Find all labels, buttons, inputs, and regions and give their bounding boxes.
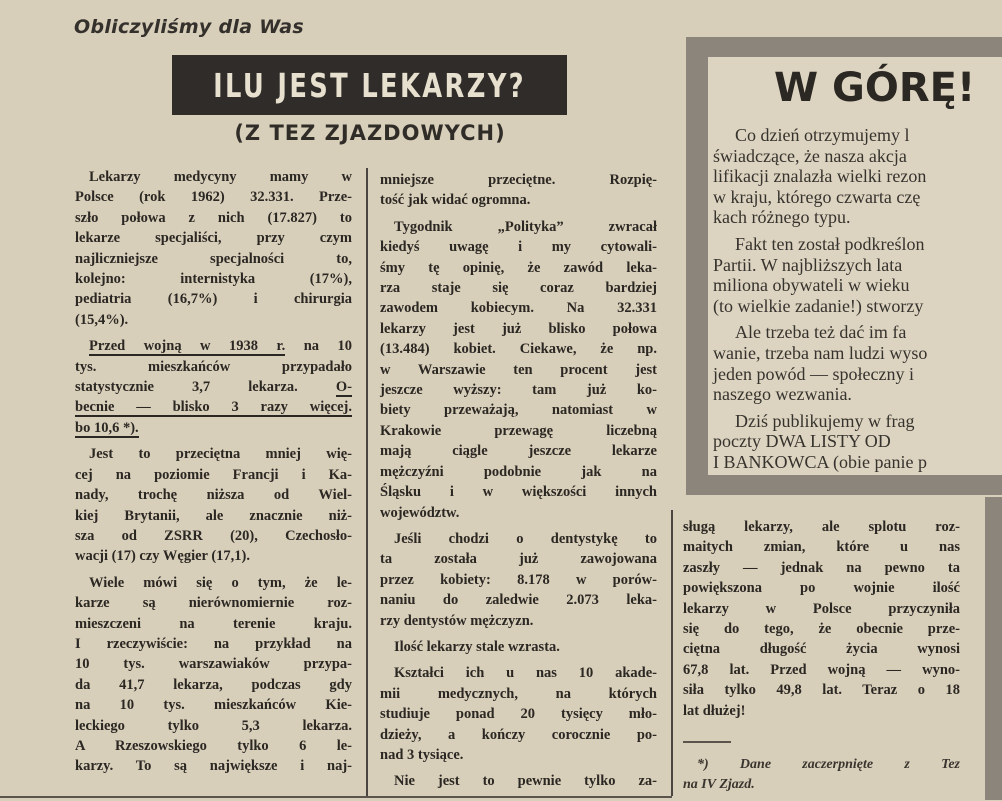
text-line xyxy=(380,637,657,657)
text-line xyxy=(683,701,960,721)
text-segment: karze są nierównomiernie roz- xyxy=(75,595,352,612)
text-line xyxy=(683,619,960,639)
text-segment: Jest to przeciętna mniej wię- xyxy=(89,446,352,463)
text-line xyxy=(713,234,927,255)
text-segment: na IV Zjazd. xyxy=(683,777,755,792)
paragraph xyxy=(380,217,657,523)
text-line xyxy=(380,360,657,380)
paragraph xyxy=(380,771,657,791)
text-segment: pediatria (16,7%) i chirurgia xyxy=(75,291,352,308)
text-segment: na 10 tys. mieszkańców Kie- xyxy=(75,697,352,714)
text-line xyxy=(380,441,657,461)
text-line xyxy=(380,258,657,278)
text-segment: kach różnego typu. xyxy=(713,207,851,228)
headline: ILU JEST LEKARZY? xyxy=(213,65,526,105)
paragraph xyxy=(713,322,927,404)
text-segment: najliczniejsze specjalności to, xyxy=(75,250,352,267)
text-line xyxy=(75,716,352,736)
text-segment: wacji (17) czy Węgier (17,1). xyxy=(75,548,251,565)
text-line xyxy=(713,364,927,385)
text-line xyxy=(75,418,352,438)
text-line xyxy=(713,125,927,146)
subheadline: (Z TEZ ZJAZDOWYCH) xyxy=(234,121,506,145)
text-line xyxy=(380,278,657,298)
text-line xyxy=(713,322,927,343)
text-segment: naniu do zaledwie 2.073 leka- xyxy=(380,592,657,609)
text-segment: karzy. To są największe i naj- xyxy=(75,758,352,775)
text-segment: mieszczeni na terenie kraju. xyxy=(75,615,352,632)
text-line xyxy=(380,462,657,482)
text-segment: siła tylko 49,8 lat. Teraz o 18 xyxy=(683,682,960,699)
text-segment: mniejsze przeciętne. Rozpię- xyxy=(380,172,657,188)
article-column-3 xyxy=(683,517,960,727)
text-line xyxy=(380,421,657,441)
text-line xyxy=(75,444,352,464)
text-line xyxy=(380,549,657,569)
text-segment: kiej Brytanii, ale znacznie niż- xyxy=(75,507,352,524)
text-line xyxy=(75,695,352,715)
text-line xyxy=(683,680,960,700)
text-segment: Wiele mówi się o tym, że le- xyxy=(89,574,352,591)
text-segment: Partii. W najbliższych lata xyxy=(713,254,903,275)
text-segment: maitych zmian, które u nas xyxy=(683,539,960,556)
text-line xyxy=(75,593,352,613)
article-column-1 xyxy=(75,167,352,783)
text-segment: (to wielkie zadanie!) stworzy xyxy=(713,295,924,316)
footnote xyxy=(683,755,960,801)
text-segment: lekarzy jest już blisko połowa xyxy=(380,320,657,337)
text-segment: szło połowa z nich (17.827) to xyxy=(75,209,352,226)
text-segment: Tygodnik „Polityka” zwracał xyxy=(394,218,657,235)
text-segment: lekarze specjaliści, przy czym xyxy=(75,230,352,247)
text-line xyxy=(713,411,927,432)
text-segment: województw. xyxy=(380,504,460,521)
sidebox-text xyxy=(713,125,927,475)
text-segment: (15,4%). xyxy=(75,311,129,328)
text-line xyxy=(75,654,352,674)
text-line xyxy=(713,146,927,167)
text-segment: da 41,7 lekarza, podczas gdy xyxy=(75,676,352,693)
text-line xyxy=(683,599,960,619)
text-line xyxy=(380,663,657,683)
text-segment: naszego wezwania. xyxy=(713,384,852,405)
paragraph xyxy=(380,529,657,631)
text-line xyxy=(713,275,927,296)
text-line xyxy=(75,336,352,356)
text-line xyxy=(380,503,657,523)
text-line xyxy=(683,558,960,578)
text-segment: lekarzy w Polsce przyczyniła xyxy=(683,600,960,617)
text-line xyxy=(713,255,927,276)
text-segment: Ale trzeba też dać im fa xyxy=(735,322,907,343)
text-line xyxy=(683,578,960,598)
paragraph xyxy=(713,125,927,228)
text-segment: się do tego, że obecnie prze- xyxy=(683,621,960,638)
paragraph xyxy=(75,573,352,777)
text-segment: Ilość lekarzy stale wzrasta. xyxy=(394,638,560,655)
paragraph xyxy=(713,411,927,473)
text-line xyxy=(75,485,352,505)
text-segment: I BANKOWCA (obie panie p xyxy=(713,451,927,472)
text-line xyxy=(75,526,352,546)
headline-box xyxy=(172,55,567,115)
text-line xyxy=(683,537,960,557)
text-segment: świadczące, że nasza akcja xyxy=(713,145,907,166)
text-segment: Śląsku i w większości innych xyxy=(380,484,657,501)
text-line xyxy=(380,319,657,339)
text-segment: kolejno: internistyka (17%), xyxy=(75,271,352,288)
text-line xyxy=(380,482,657,502)
text-line xyxy=(75,269,352,289)
text-line xyxy=(75,228,352,248)
text-line xyxy=(683,660,960,680)
text-line xyxy=(683,755,960,775)
text-segment: jeszcze wyższy: tam już ko- xyxy=(380,382,657,399)
text-segment: dzieży, a kończy corocznie po- xyxy=(380,726,657,743)
text-segment: I rzeczywiście: na przykład na xyxy=(75,635,352,652)
paragraph xyxy=(380,170,657,211)
text-segment: sza od ZSRR (20), Czechosło- xyxy=(75,527,352,544)
text-line xyxy=(75,573,352,593)
text-line xyxy=(713,207,927,228)
text-segment: Co dzień otrzymujemy l xyxy=(735,125,910,145)
text-line xyxy=(380,684,657,704)
text-line xyxy=(380,217,657,237)
text-segment: A Rzeszowskiego tylko 6 le- xyxy=(75,737,352,754)
text-line xyxy=(380,170,657,190)
text-line xyxy=(75,167,352,187)
text-segment: tys. mieszkańców przypadało xyxy=(75,358,352,375)
column-divider xyxy=(671,510,673,796)
text-segment: Lekarzy medycyny mamy w xyxy=(89,169,352,185)
text-line xyxy=(75,377,352,397)
text-segment: jeden powód — społeczny i xyxy=(713,363,914,384)
text-line xyxy=(683,775,960,795)
paragraph xyxy=(683,517,960,721)
text-line xyxy=(713,452,927,473)
text-line xyxy=(75,465,352,485)
text-segment: śmy tę opinię, że zawód leka- xyxy=(380,259,657,276)
text-line xyxy=(380,400,657,420)
text-line xyxy=(380,570,657,590)
text-segment: na 10 xyxy=(285,338,352,355)
text-segment: Jeśli chodzi o dentystykę to xyxy=(394,530,657,547)
text-segment: *) Dane zaczerpnięte z Tez xyxy=(697,757,960,772)
text-segment: mają ciągle jeszcze lekarze xyxy=(380,443,657,460)
text-line xyxy=(75,506,352,526)
section-kicker: Obliczyliśmy dla Was xyxy=(74,16,304,38)
sidebox xyxy=(708,57,1002,475)
text-line xyxy=(380,704,657,724)
text-segment: rza staje się coraz bardziej xyxy=(380,280,657,297)
text-line xyxy=(380,190,657,210)
text-line xyxy=(683,639,960,659)
text-segment: w Warszawie ten procent jest xyxy=(380,361,657,378)
text-line xyxy=(683,517,960,537)
text-line xyxy=(380,611,657,631)
text-line xyxy=(75,357,352,377)
text-line xyxy=(380,298,657,318)
page-edge-strip xyxy=(985,497,1002,800)
paragraph xyxy=(683,755,960,795)
article-column-2 xyxy=(380,170,657,798)
text-segment: miliona obywateli w wieku xyxy=(713,275,910,296)
text-line xyxy=(75,736,352,756)
text-line xyxy=(75,310,352,330)
text-segment: Dziś publikujemy w frag xyxy=(735,410,915,431)
text-line xyxy=(713,343,927,364)
text-segment: 10 tys. warszawiaków przypa- xyxy=(75,656,352,673)
text-segment: studiuje ponad 20 tysięcy mło- xyxy=(380,706,657,723)
text-line xyxy=(75,187,352,207)
text-line xyxy=(75,675,352,695)
text-segment: poczty DWA LISTY OD xyxy=(713,431,891,452)
text-line xyxy=(713,187,927,208)
underlined-text: Przed wojną w 1938 r. xyxy=(89,338,286,355)
paragraph xyxy=(75,336,352,438)
text-line xyxy=(75,634,352,654)
text-segment: powiększona po wojnie ilość xyxy=(683,580,960,597)
text-segment: ciętna długość życia wynosi xyxy=(683,641,960,658)
text-segment: w kraju, którego czwarta czę xyxy=(713,186,921,207)
text-line xyxy=(713,431,927,452)
text-segment: kiedyś uwagę i my cytowali- xyxy=(380,239,657,256)
text-segment: tość jak widać ogromna. xyxy=(380,192,531,209)
text-segment: 67,8 lat. Przed wojną — wyno- xyxy=(683,661,960,678)
text-segment: biety przeważają, natomiast w xyxy=(380,402,657,419)
text-segment: Kształci ich u nas 10 akade- xyxy=(394,665,657,682)
text-segment: lifikacji znalazła wielki rezon xyxy=(713,166,927,187)
text-line xyxy=(380,590,657,610)
text-segment: zawodem kobiecym. Na 32.331 xyxy=(380,300,657,317)
text-segment: sługą lekarzy, ale splotu roz- xyxy=(683,519,960,535)
text-segment: przez kobiety: 8.178 w porów- xyxy=(380,571,657,588)
text-segment: cej na poziomie Francji i Ka- xyxy=(75,466,352,483)
text-line xyxy=(75,208,352,228)
text-segment: ta została już zawojowana xyxy=(380,551,657,568)
text-line xyxy=(75,249,352,269)
text-line xyxy=(713,384,927,405)
text-line xyxy=(75,614,352,634)
text-segment: mężczyźni podobnie jak na xyxy=(380,463,657,480)
paragraph xyxy=(713,234,927,316)
text-line xyxy=(380,380,657,400)
text-segment: wanie, trzeba nam ludzi wyso xyxy=(713,342,928,363)
text-segment: nady, trochę niższa od Wiel- xyxy=(75,487,352,504)
text-line xyxy=(75,756,352,776)
text-segment: (13.484) kobiet. Ciekawe, że np. xyxy=(380,341,657,358)
text-line xyxy=(713,296,927,317)
paragraph xyxy=(380,663,657,765)
text-segment: leckiego tylko 5,3 lekarza. xyxy=(75,717,352,734)
paragraph xyxy=(75,167,352,330)
text-segment: nad 3 tysiące. xyxy=(380,746,464,763)
text-segment: Fakt ten został podkreślon xyxy=(735,233,925,254)
text-line xyxy=(75,289,352,309)
text-line xyxy=(380,529,657,549)
text-segment: Krakowie przewagę liczebną xyxy=(380,422,657,439)
text-segment: Polsce (rok 1962) 32.331. Prze- xyxy=(75,189,352,206)
underlined-text: bo 10,6 *). xyxy=(75,419,139,436)
text-line xyxy=(380,339,657,359)
text-line xyxy=(75,546,352,566)
text-segment: lat dłużej! xyxy=(683,702,746,719)
text-line xyxy=(75,397,352,417)
sidebox-heading: W GÓRĘ! xyxy=(774,65,976,111)
footnote-rule xyxy=(683,741,731,743)
column-divider xyxy=(366,168,368,796)
text-segment: mii medycznych, na których xyxy=(380,685,657,702)
text-segment: zaszły — jednak na pewno ta xyxy=(683,559,960,576)
paragraph xyxy=(75,444,352,566)
text-segment: rzy dentystów mężczyzn. xyxy=(380,612,534,629)
underlined-text: O- xyxy=(335,379,352,396)
text-line xyxy=(380,745,657,765)
text-segment: Nie jest to pewnie tylko za- xyxy=(394,773,657,790)
underlined-text: becnie — blisko 3 razy więcej. xyxy=(75,399,352,416)
paragraph xyxy=(380,637,657,657)
text-line xyxy=(380,237,657,257)
text-line xyxy=(380,725,657,745)
bottom-rule xyxy=(0,796,672,798)
text-line xyxy=(713,166,927,187)
text-segment: statystycznie 3,7 lekarza. xyxy=(75,379,336,396)
text-line xyxy=(380,771,657,791)
